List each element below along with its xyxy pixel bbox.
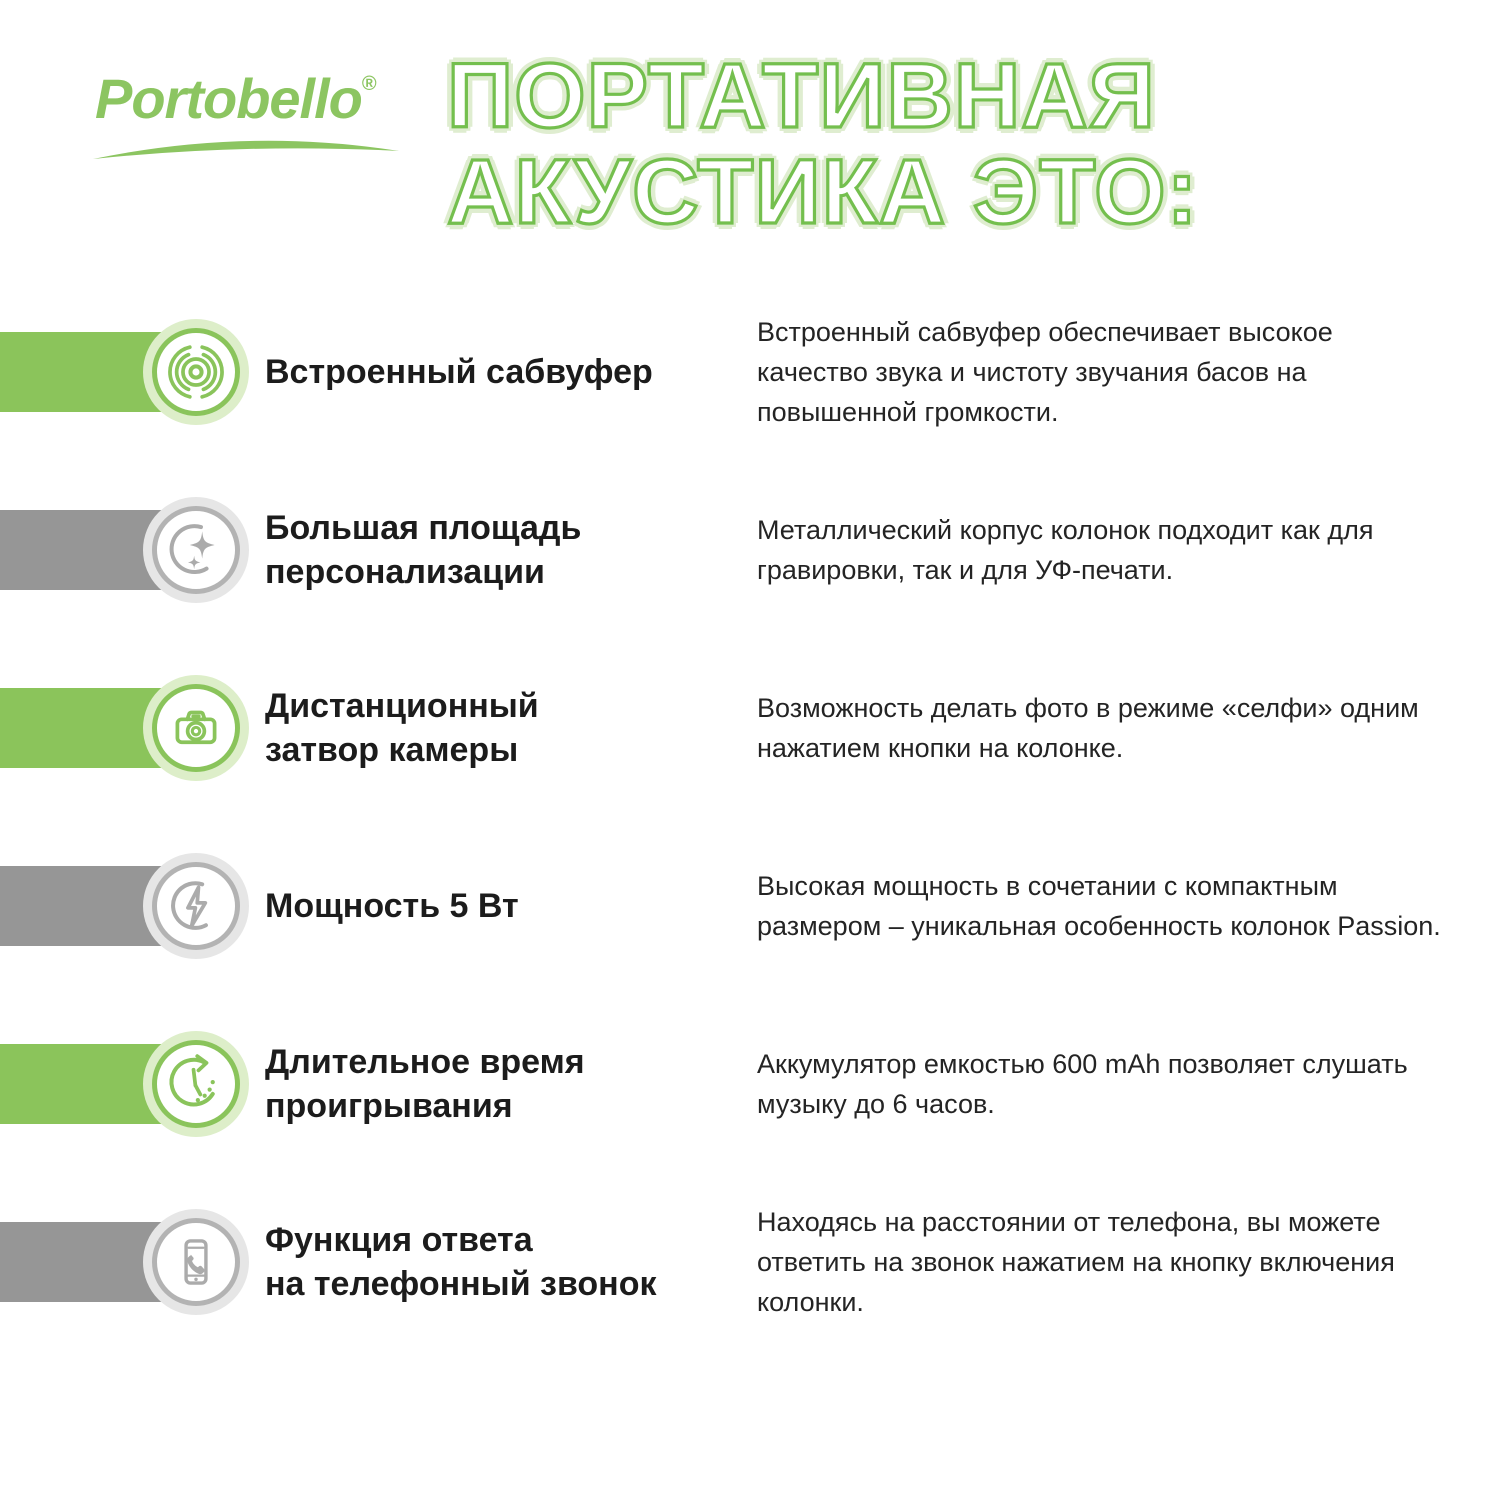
feature-icon-disc — [152, 328, 240, 416]
feature-description — [757, 1173, 1447, 1351]
page-title — [447, 45, 1199, 243]
feature-icon-badge — [143, 497, 249, 603]
feature-icon-disc — [152, 1218, 240, 1306]
camera-shutter-icon — [165, 697, 227, 759]
logo-wordmark: Portobello — [95, 67, 362, 130]
feature-row-phone-answer — [0, 1173, 1500, 1351]
logo-swoosh-underline — [89, 135, 405, 163]
feature-icon-badge — [143, 1031, 249, 1137]
feature-title — [265, 461, 735, 639]
feature-title — [265, 283, 735, 461]
feature-description-text: Аккумулятор емкостью 600 mAh позволяет слушать музыку до 6 часов. — [757, 1049, 1408, 1119]
feature-title — [265, 995, 735, 1173]
feature-icon-disc — [152, 506, 240, 594]
power-bolt-icon — [165, 875, 227, 937]
feature-row-camera-shutter — [0, 639, 1500, 817]
registered-trademark-symbol: ® — [361, 73, 376, 95]
subwoofer-icon — [165, 341, 227, 403]
feature-row-subwoofer — [0, 283, 1500, 461]
playtime-clock-icon — [165, 1053, 227, 1115]
portobello-logo-text — [95, 66, 415, 131]
feature-title-line: Большая площадь — [265, 509, 582, 547]
feature-title-line: проигрывания — [265, 1087, 513, 1125]
feature-row-playtime — [0, 995, 1500, 1173]
feature-title-line: затвор камеры — [265, 731, 519, 769]
feature-icon-disc — [152, 684, 240, 772]
feature-icon-disc — [152, 862, 240, 950]
feature-description — [757, 461, 1447, 639]
feature-icon-badge — [143, 853, 249, 959]
feature-row-personalization — [0, 461, 1500, 639]
feature-description — [757, 995, 1447, 1173]
feature-title — [265, 639, 735, 817]
feature-description — [757, 283, 1447, 461]
portobello-logo — [95, 66, 415, 163]
feature-title-line: Длительное время — [265, 1043, 585, 1081]
feature-description-text: Металлический корпус колонок подходит как для гравировки, так и для УФ-печати. — [757, 515, 1374, 585]
feature-description-text: Высокая мощность в сочетании с компактным размером – уникальная особенность колонок Passion. — [757, 871, 1441, 941]
personalization-sparkles-icon — [165, 519, 227, 581]
feature-icon-badge — [143, 1209, 249, 1315]
feature-title-line: на телефонный звонок — [265, 1265, 657, 1303]
feature-icon-disc — [152, 1040, 240, 1128]
feature-description — [757, 639, 1447, 817]
feature-description — [757, 817, 1447, 995]
page-title-line-2: АКУСТИКА ЭТО: — [447, 141, 1199, 243]
feature-title — [265, 817, 735, 995]
feature-row-power — [0, 817, 1500, 995]
feature-description-text: Находясь на расстоянии от телефона, вы можете ответить на звонок нажатием на кнопку включения колонки. — [757, 1207, 1395, 1317]
feature-description-text: Возможность делать фото в режиме «селфи» одним нажатием кнопки на колонке. — [757, 693, 1419, 763]
feature-title-line: Встроенный сабвуфер — [265, 353, 653, 391]
feature-icon-badge — [143, 319, 249, 425]
page-title-line-1: ПОРТАТИВНАЯ — [447, 45, 1156, 147]
feature-title-line: Дистанционный — [265, 687, 539, 725]
feature-icon-badge — [143, 675, 249, 781]
phone-answer-icon — [165, 1231, 227, 1293]
feature-description-text: Встроенный сабвуфер обеспечивает высокое качество звука и чистоту звучания басов на повышенной громкости. — [757, 317, 1333, 427]
feature-title-line: Мощность 5 Вт — [265, 887, 519, 925]
feature-title — [265, 1173, 735, 1351]
feature-title-line: Функция ответа — [265, 1221, 533, 1259]
feature-title-line: персонализации — [265, 553, 545, 591]
